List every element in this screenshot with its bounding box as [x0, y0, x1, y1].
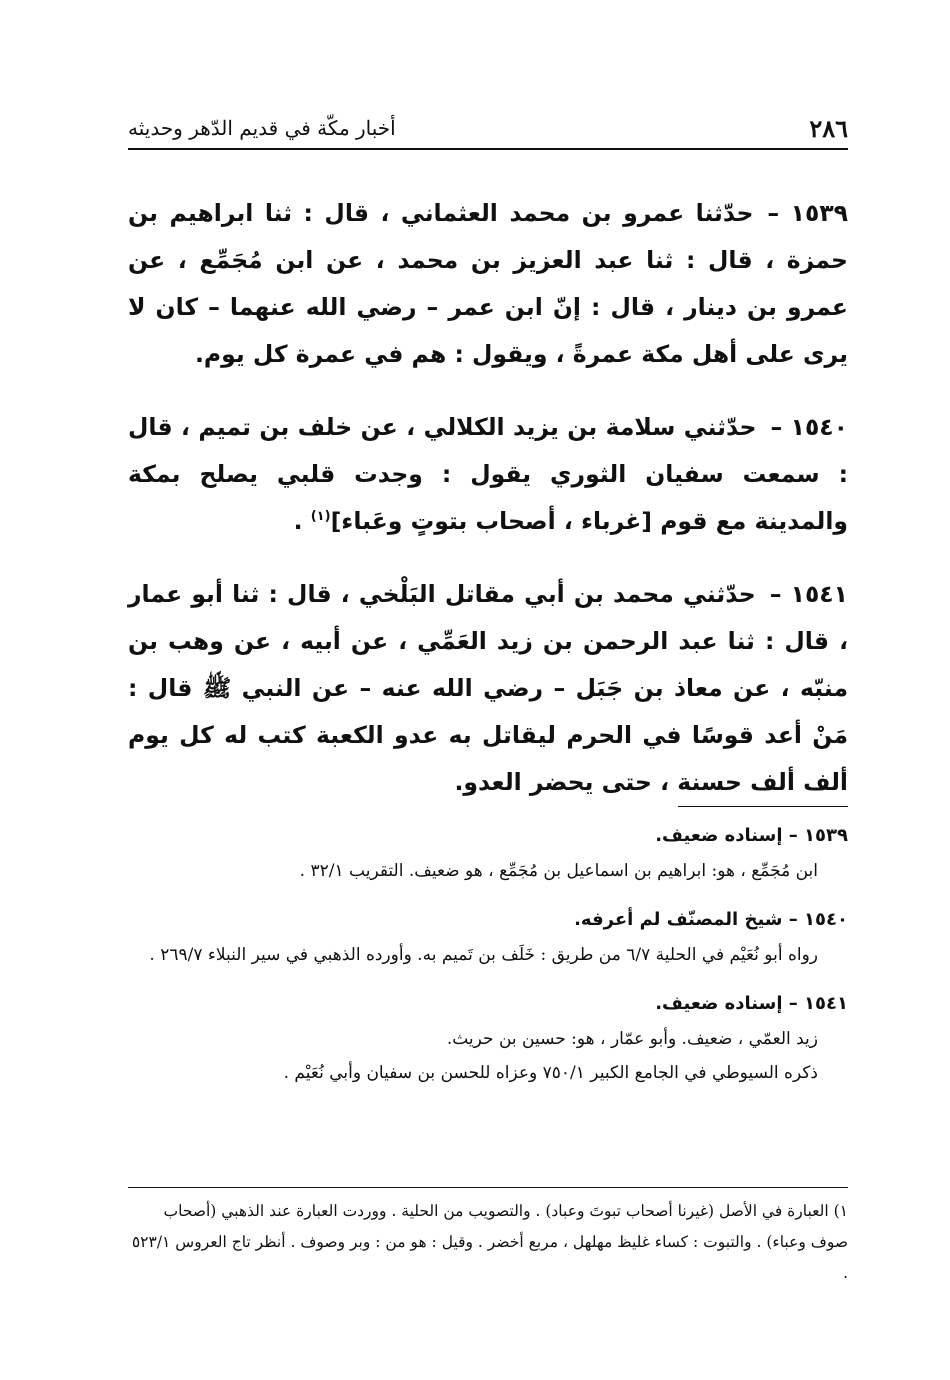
narration-text: حدّثني محمد بن أبي مقاتل البَلْخي ، قال : ثنا أبو عمار ، قال : ثنا عبد الرحمن بن زيد العَمِّي ، عن أبيه ، عن وهب بن منبّه ، عن معاذ بن جَبَل – رضي الله عنه – عن النبي ﷺ قال : مَنْ أعد قوسًا في الحرم ليقاتل به عدو الكعبة كتب له كل يوم ألف ألف حسنة ، حتى يحضر العدو.: [128, 580, 848, 796]
footnote-reference[interactable]: (١): [310, 509, 331, 525]
narration-end: .: [293, 507, 311, 535]
narration-number: ١٥٤٠ –: [770, 413, 848, 441]
narration-text: حدّثني سلامة بن يزيد الكلالي ، عن خلف بن تميم ، قال : سمعت سفيان الثوري يقول : وجدت قلبي يصلح بمكة والمدينة مع قوم [غرباء ، أصحاب بتوتٍ وعَباء]: [128, 413, 848, 535]
footnote-1: ١) العبارة في الأصل (غيرنا أصحاب تبوتَ وعباد) . والتصويب من الحلية . ووردت العبارة عند الذهبي (أصحاب صوف وعباء) . والتبوت : كساء غليظ مهلهل ، مربع أخضر . وقيل : هو من : وبر وصوف . أنظر تاج العروس ٥٢٣/١ .: [131, 1202, 848, 1282]
narration-1541: [128, 571, 848, 806]
note-1540: [128, 902, 848, 972]
narration-number: ١٥٤١ –: [769, 580, 848, 608]
commentary-notes: [128, 818, 848, 1104]
note-1541: [128, 986, 848, 1090]
note-line: رواه أبو نُعَيْم في الحلية ٦/٧ من طريق : خَلَف بن تَميم به. وأورده الذهبي في سير النبلاء ٢٦٩/٧ .: [149, 945, 818, 965]
main-text: [128, 190, 848, 832]
page-header: [128, 108, 848, 150]
note-heading: ١٥٤١ – إسناده ضعيف.: [655, 993, 848, 1014]
note-1539: [128, 818, 848, 888]
narration-number: ١٥٣٩ –: [767, 199, 849, 227]
footnote-divider: [128, 1187, 848, 1188]
narration-text: حدّثنا عمرو بن محمد العثماني ، قال : ثنا ابراهيم بن حمزة ، قال : ثنا عبد العزيز بن محمد ، عن ابن مُجَمِّع ، عن عمرو بن دينار ، قال : إنّ ابن عمر – رضي الله عنهما – كان لا يرى على أهل مكة عمرةً ، ويقول : هم في عمرة كل يوم.: [128, 199, 848, 368]
note-heading: ١٥٣٩ – إسناده ضعيف.: [655, 825, 848, 846]
page-number: ٢٨٦: [809, 114, 848, 143]
note-line: ذكره السيوطي في الجامع الكبير ٧٥٠/١ وعزاه للحسن بن سفيان وأبي نُعَيْم .: [283, 1063, 818, 1083]
notes-divider: [678, 806, 848, 807]
note-line: ابن مُجَمِّع ، هو: ابراهيم بن اسماعيل بن مُجَمِّع ، هو ضعيف. التقريب ٣٢/١ .: [299, 861, 818, 881]
running-title: أخبار مكّة في قديم الدّهر وحديثه: [128, 116, 396, 140]
narration-1539: [128, 190, 848, 378]
note-heading: ١٥٤٠ – شيخ المصنّف لم أعرفه.: [574, 909, 848, 930]
narration-1540: [128, 404, 848, 545]
note-line: زيد العمّي ، ضعيف. وأبو عمّار ، هو: حسين بن حريث.: [446, 1029, 818, 1049]
